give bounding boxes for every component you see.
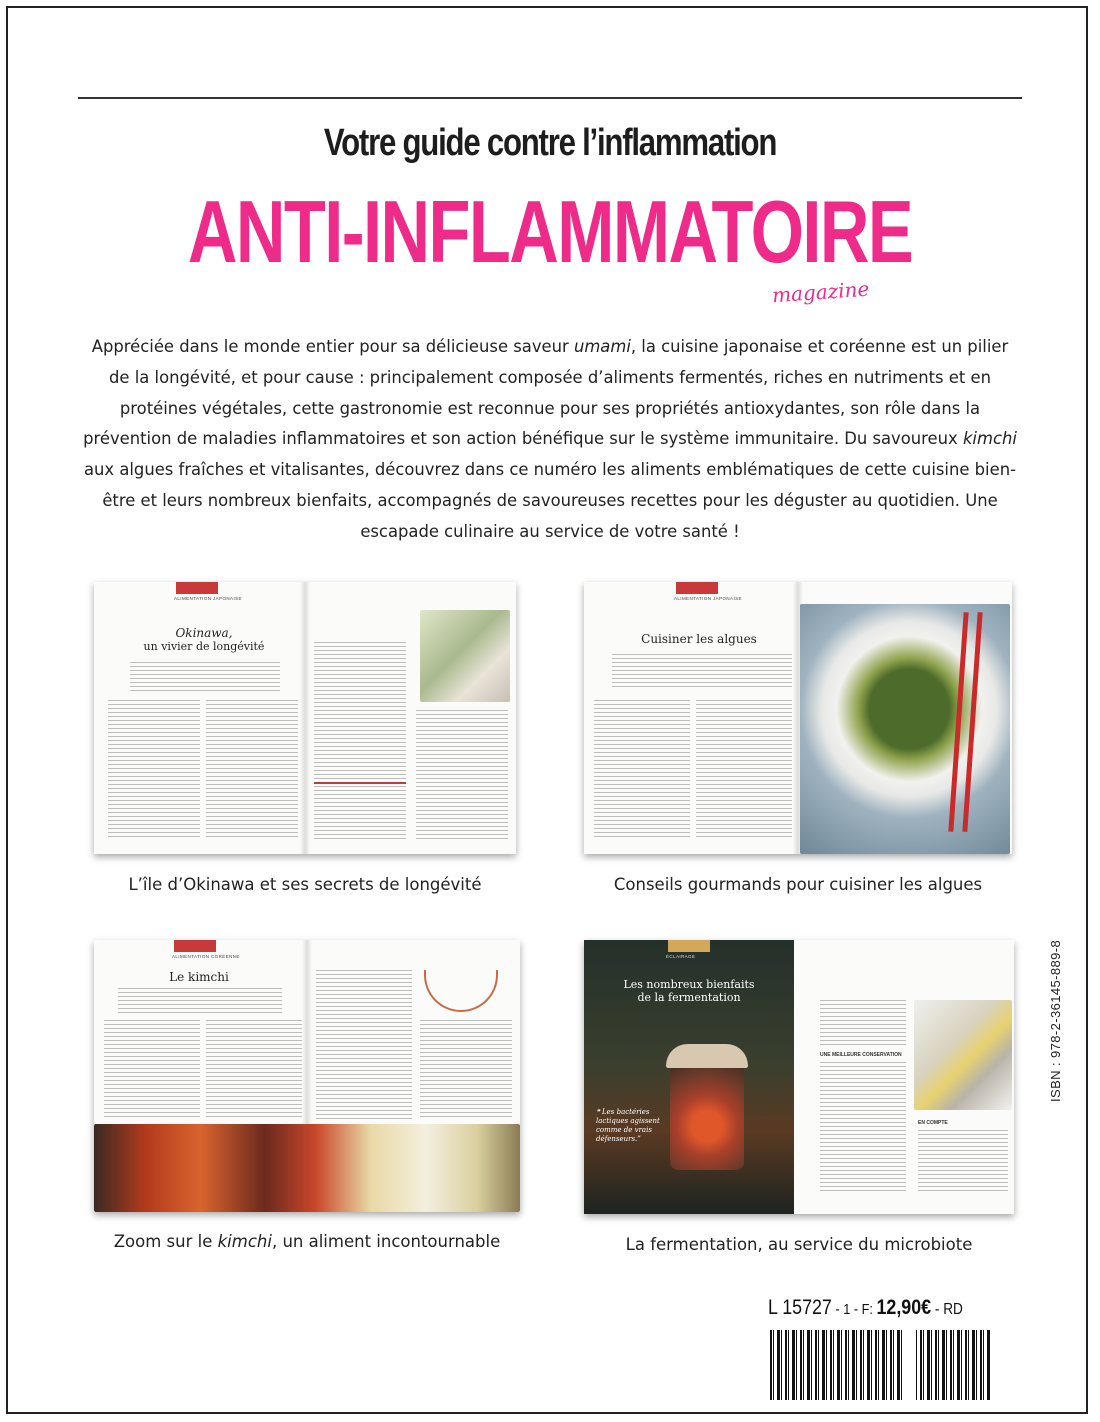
caption-fermentation: La fermentation, au service du microbiote [625,1235,973,1254]
price-value: 12,90 [876,1296,922,1319]
article-text [108,700,200,840]
intro-text-3: aux algues fraîches et vitalisantes, découvrez dans ce numéro les aliments emblématiques de cette cuisine bien-être et leurs nombreux bienfaits, accompagnés de savoureuses recettes pour les déguster au quotidien. Une escapade culinaire au service de votre santé ! [83,460,1016,541]
article-text [918,1130,1008,1194]
section-tab [676,582,718,594]
article-text [594,700,690,840]
caption-kimchi [94,1232,520,1251]
kimchi-preparation-photo [94,1124,520,1212]
article-text [206,700,298,840]
article-text [416,710,508,840]
isbn-label: ISBN : 978-2-36145-889-8 [1048,939,1063,1102]
info-box [314,782,406,840]
article-text [104,1020,200,1120]
intro-paragraph [80,332,1020,548]
article-text [820,1000,906,1046]
top-divider [78,97,1022,99]
caption-okinawa: L’île d’Okinawa et ses secrets de longévité [128,875,482,894]
section-label: ÉCLAIRAGE [666,954,696,959]
article-title-line1: Okinawa, [175,626,233,640]
kimchi-bowl-illustration [424,970,498,1012]
article-text [820,1062,906,1192]
article-text [316,970,412,1120]
intro-emphasis-umami: umami [573,337,631,356]
article-text [130,662,280,692]
issue-number: - 1 - F: [831,1301,877,1318]
spread-algues [584,582,1012,854]
info-box-label: EN COMPTE [918,1120,948,1126]
article-text [206,1020,302,1120]
section-label: ALIMENTATION JAPONAISE [174,596,242,601]
article-title [604,978,774,1004]
article-title-line1: Les nombreux bienfaits [623,978,755,991]
jar-cloth-cover [666,1044,748,1068]
elderly-couple-photo [420,610,510,702]
section-tab [668,940,710,952]
intro-text-2: , la cuisine japonaise et coréenne est un pilier de la longévité, et pour cause : principalement composée d’aliments fermentés, riches en nutriments et en protéines végétales, cette gastronomie est reconnue pour ses propriétés antioxydantes, son rôle dans la prévention de maladies inflammatoires et son action bénéfique sur le système immunitaire. Du savoureux [83,337,1009,449]
currency-symbol: € [921,1296,932,1319]
article-title-line2: un vivier de longévité [143,640,265,653]
fermentation-jar-photo [670,1060,744,1170]
caption-kimchi-text-1: Zoom sur le [113,1232,218,1251]
spread-okinawa [94,582,516,854]
article-text [696,700,792,840]
guide-title: Votre guide contre l’inflammation [323,122,777,164]
spread-fold [300,582,310,854]
article-subhead: UNE MEILLEURE CONSERVATION [820,1052,902,1058]
spread-kimchi [94,940,520,1212]
article-title-line2: de la fermentation [637,991,741,1004]
product-code: L 15727 [768,1296,832,1319]
section-label: ALIMENTATION CORÉENNE [172,954,240,959]
article-text [420,1020,512,1120]
caption-kimchi-text-2: , un aliment incontournable [271,1232,501,1251]
price-suffix: - RD [931,1301,963,1318]
brand-title: ANTI-INFLAMMATOIRE [187,182,913,281]
intro-text-1: Appréciée dans le monde entier pour sa délicieuse saveur [91,337,574,356]
intro-emphasis-kimchi: kimchi [962,429,1017,449]
article-title: Le kimchi [169,970,229,984]
spread-fermentation [584,940,1014,1214]
price-line [768,1296,963,1320]
brand-subtitle: magazine [771,276,870,308]
section-tab [174,940,216,952]
article-title: Cuisiner les algues [641,632,757,646]
article-text [612,654,792,688]
section-label: ALIMENTATION JAPONAISE [674,596,742,601]
caption-algues: Conseils gourmands pour cuisiner les algues [613,875,983,894]
pull-quote: ❝ Les bactéries lactiques agissent comme de vrais défenseurs.” [596,1108,660,1143]
jar-preparation-photo [914,1000,1012,1110]
section-tab [176,582,218,594]
caption-kimchi-emphasis: kimchi [217,1232,272,1251]
article-text [118,988,282,1014]
article-title [134,626,274,653]
barcode [770,1330,990,1400]
